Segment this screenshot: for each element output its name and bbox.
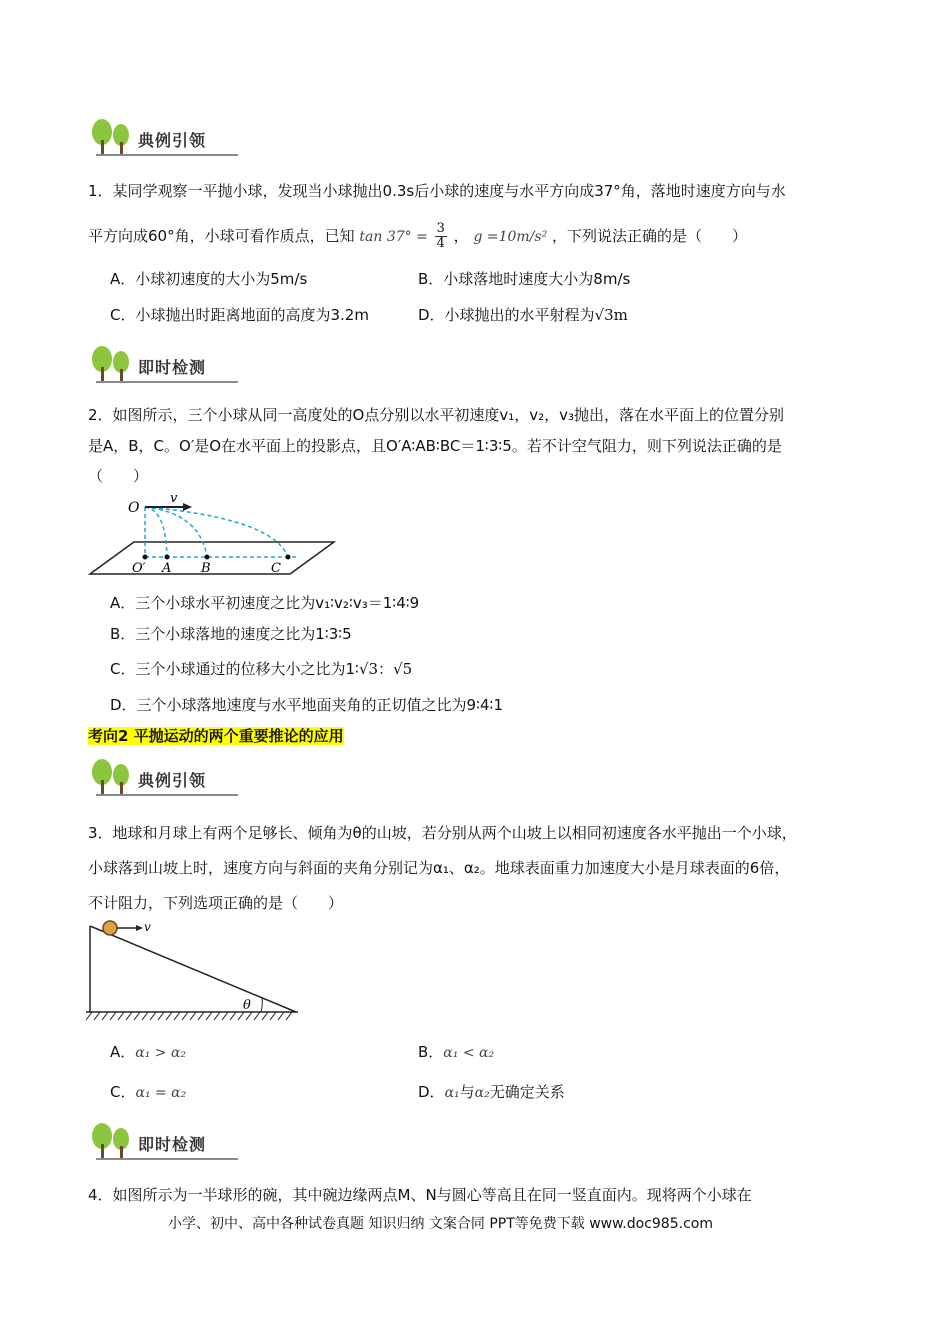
q2-line-2: 是A，B，C。O′是O在水平面上的投影点，且O′A∶AB∶BC＝1∶3∶5。若不计空气阻力，则下列说法正确的是 bbox=[88, 437, 782, 455]
label-b: B bbox=[201, 561, 211, 576]
separator: ： bbox=[378, 660, 394, 678]
slope-figure bbox=[86, 916, 300, 1026]
option-math-1: α₁ bbox=[444, 1085, 460, 1101]
label-v: v bbox=[144, 920, 151, 934]
option-prefix: A． bbox=[110, 1043, 136, 1061]
divider bbox=[96, 1158, 238, 1160]
q1-line-1: 1．某同学观察一平抛小球，发现当小球抛出0.3s后小球的速度与水平方向成37°角，落地时速度方向与水 bbox=[88, 182, 786, 200]
gravity-value: g =10m/s² bbox=[473, 229, 548, 245]
q2-option-a: A．三个小球水平初速度之比为v₁∶v₂∶v₃＝1∶4∶9 bbox=[110, 594, 420, 612]
banner-label: 典例引领 bbox=[138, 771, 207, 790]
option-text: 无确定关系 bbox=[489, 1083, 565, 1101]
label-v: v bbox=[170, 491, 178, 506]
label-theta: θ bbox=[243, 998, 251, 1013]
tree-icon bbox=[88, 118, 134, 158]
option-mid: 与 bbox=[459, 1083, 475, 1101]
q2-option-c bbox=[110, 658, 412, 679]
q4-line-1: 4．如图所示为一半球形的碗，其中碗边缘两点M、N与圆心等高且在同一竖直面内。现将两个小球在 bbox=[88, 1186, 752, 1204]
fraction bbox=[435, 222, 447, 251]
check-banner-2 bbox=[88, 1122, 238, 1162]
q3-line-2: 小球落到山坡上时，速度方向与斜面的夹角分别记为α₁、α₂。地球表面重力加速度大小是月球表面的6倍， bbox=[88, 859, 790, 877]
option-math-2: α₂ bbox=[474, 1085, 490, 1101]
tan-expression: tan 37° = bbox=[359, 229, 428, 245]
option-prefix: B． bbox=[418, 1043, 444, 1061]
q2-line-3: （ ） bbox=[88, 467, 149, 485]
divider bbox=[96, 154, 238, 156]
example-banner-2 bbox=[88, 758, 238, 798]
check-banner-1 bbox=[88, 345, 238, 385]
label-o-prime: O′ bbox=[132, 561, 146, 576]
q2-option-d: D．三个小球落地速度与水平地面夹角的正切值之比为9∶4∶1 bbox=[110, 696, 503, 714]
q2-option-c-text: C．三个小球通过的位移大小之比为1∶ bbox=[110, 660, 359, 678]
banner-label: 即时检测 bbox=[138, 358, 207, 377]
tree-icon bbox=[88, 1122, 134, 1162]
q3-option-b bbox=[418, 1041, 494, 1062]
tree-icon bbox=[88, 345, 134, 385]
q3-line-3: 不计阻力，下列选项正确的是（ ） bbox=[88, 894, 344, 912]
q3-line-1: 3．地球和月球上有两个足够长、倾角为θ的山坡，若分别从两个山坡上以相同初速度各水平抛出一个小球， bbox=[88, 824, 797, 842]
section-heading-text: 考向2 平抛运动的两个重要推论的应用 bbox=[88, 727, 344, 745]
divider bbox=[96, 794, 238, 796]
sqrt-5: √5 bbox=[393, 660, 413, 678]
q2-line-1: 2．如图所示，三个小球从同一高度处的O点分别以水平初速度v₁，v₂，v₃抛出，落在水平面上的位置分别 bbox=[88, 406, 785, 424]
q1-option-c: C．小球抛出时距离地面的高度为3.2m bbox=[110, 306, 369, 324]
label-c: C bbox=[271, 561, 281, 576]
divider bbox=[96, 381, 238, 383]
q1-line-2: 平方向成60°角，小球可看作质点，已知 tan 37° = $\frac{3}{4}$ ， g =10m/s² ，下列说法正确的是（ ） bbox=[88, 221, 747, 251]
q1-option-a: A．小球初速度的大小为5m/s bbox=[110, 270, 308, 288]
q2-option-b: B．三个小球落地的速度之比为1∶3∶5 bbox=[110, 625, 352, 643]
section-heading bbox=[88, 725, 344, 746]
q1-line-2a: 平方向成60°角，小球可看作质点，已知 bbox=[88, 227, 355, 245]
fraction-denominator: 4 bbox=[436, 236, 445, 251]
q1-line-2b: ，下列说法正确的是（ ） bbox=[551, 227, 747, 245]
label-a: A bbox=[162, 561, 172, 576]
tree-icon bbox=[88, 758, 134, 798]
example-banner-1 bbox=[88, 118, 238, 158]
option-math: α₁ = α₂ bbox=[135, 1085, 187, 1101]
option-math: α₁ > α₂ bbox=[135, 1045, 187, 1061]
projectile-figure bbox=[88, 488, 348, 580]
sqrt-expression: √3m bbox=[594, 306, 628, 324]
fraction-numerator: 3 bbox=[436, 221, 445, 236]
ball bbox=[103, 921, 117, 935]
sqrt-3: √3 bbox=[358, 660, 379, 678]
banner-label: 典例引领 bbox=[138, 131, 207, 150]
page-footer: 小学、初中、高中各种试卷真题 知识归纳 文案合同 PPT等免费下载 www.doc985.com bbox=[168, 1216, 713, 1232]
q3-option-c bbox=[110, 1081, 186, 1102]
banner-label: 即时检测 bbox=[138, 1135, 207, 1154]
option-prefix: C． bbox=[110, 1083, 136, 1101]
q1-option-b: B．小球落地时速度大小为8m/s bbox=[418, 270, 631, 288]
q3-option-d bbox=[418, 1081, 565, 1102]
option-prefix: D． bbox=[418, 1083, 445, 1101]
option-math: α₁ < α₂ bbox=[443, 1045, 495, 1061]
q3-option-a bbox=[110, 1041, 186, 1062]
q1-option-d bbox=[418, 304, 628, 325]
label-o: O bbox=[128, 500, 140, 516]
q1-option-d-text: D．小球抛出的水平射程为 bbox=[418, 306, 595, 324]
